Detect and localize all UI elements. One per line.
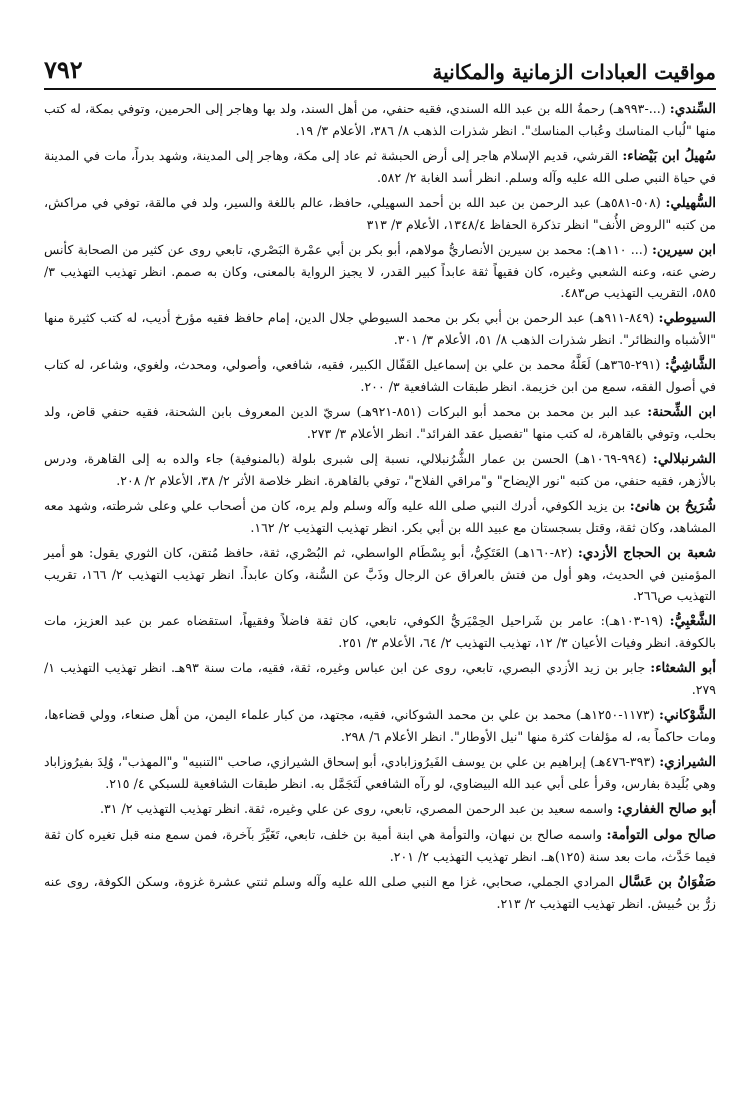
entry-name: الشَّاشِيُّ:: [664, 357, 716, 373]
entry-name: أبو صالح الغفاري:: [617, 801, 716, 817]
entry: [44, 495, 716, 538]
entry: [44, 307, 716, 350]
entry-text: (... ١١٠هـ): محمد بن سيرين الأنصاريُّ مولاهم، أبو بكر بن أبي عمْرة البَصْري، تابعي روى عن كثير من الصحابة كأنس رضي عنه، وعنه الشعبي وغيره، كان فقيهاً ثقة عابداً كبير القدر، لا يجيز الرواية بالمعنى، وكان به صمم. انظر تهذيب التهذيب ٣/ ٥٨٥، التقريب التهذيب ص٤٨٣.: [44, 242, 716, 300]
running-title: مواقيت العبادات الزمانية والمكانية: [432, 60, 716, 84]
entry: [44, 192, 716, 235]
entry: [44, 401, 716, 444]
entry-text: واسمه سعيد بن عبد الرحمن المصري، تابعي، روى عن علي وغيره، ثقة. انظر تهذيب التهذيب ٢/ ٣١.: [99, 801, 618, 816]
entry-name: الشيرازي:: [659, 754, 716, 770]
entry: [44, 871, 716, 914]
entry-name: السِّندي:: [669, 101, 717, 117]
entry-name: ابن سيرين:: [651, 242, 716, 258]
biography-entries: [44, 90, 716, 914]
entry-text: عبد البر بن محمد بن محمد أبو البركات (٨٥١-٩٢١هـ) سريّ الدين المعروف بابن الشحنة، فقيه حنفي قاض، ولد بحلب، وتوفي بالقاهرة، له كتب منها "تفصيل عقد الفرائد". انظر الأعلام ٣/ ٢٧٣.: [44, 404, 716, 441]
page-header: [44, 0, 716, 90]
entry-name: أبو الشعثاء:: [650, 660, 717, 676]
entry: [44, 824, 716, 867]
entry-name: الشَّوْكاني:: [659, 707, 716, 723]
entry-name: ابن الشِّحنة:: [647, 404, 716, 420]
entry: [44, 145, 716, 188]
entry: [44, 542, 716, 606]
entry-text: (٩٩٤-١٠٦٩هـ) الحسن بن عمار الشُّرُنبلالي، نسبة إلى شبرى بلولة (بالمنوفية) جاء والده به إلى القاهرة، ودرس بالأزهر، فقيه حنفي، من كتبه "نور الإيضاح" و"مراقي الفلاح"، توفي بالقاهرة. انظر خلاصة الأثر ٢/ ٣٨، الأعلام ٢/ ٢٠٨.: [44, 451, 716, 488]
entry-text: (٥٠٨-٥٨١هـ) عبد الرحمن بن عبد الله بن أحمد السهيلي، حافظ، عالم باللغة والسير، ولد في مالقة، توفي في مراكش، من كتبه "الروض الأُنف" انظر تذكرة الحفاظ ١٣٤٨/٤، الأعلام ٣/ ٣١٣: [44, 195, 716, 232]
entry-text: (١٩-١٠٣هـ): عامر بن شَراحيل الحِمْيَريُّ الكوفي، تابعي، كان ثقة فاضلاً وفقيهاً، استقضاه عمر بن عبد العزيز، مات بالكوفة. انظر وفيات الأعيان ٣/ ١٢، تهذيب التهذيب ٢/ ٦٤، الأعلام ٣/ ٢٥١.: [44, 613, 716, 650]
entry: [44, 610, 716, 653]
entry: [44, 751, 716, 794]
entry: [44, 657, 716, 700]
entry: [44, 448, 716, 491]
entry-name: الشرنبلالي:: [652, 451, 716, 467]
page-number: ٧٩٢: [44, 55, 83, 84]
entry-text: (١١٧٣-١٢٥٠هـ) محمد بن علي بن محمد الشوكاني، فقيه، مجتهد، من كبار علماء اليمن، من أهل صنعاء، وولي قضاءها، ومات حاكماً به، له مؤلفات كثرة منها "نيل الأوطار". انظر الأعلام ٦/ ٢٩٨.: [44, 707, 716, 744]
entry-name: السُّهيلي:: [665, 195, 717, 211]
entry-text: (...-٩٩٣هـ) رحمةُ الله بن عبد الله السندي، فقيه حنفي، من أهل السند، ولد بها وهاجر إلى الحرمين، وتوفي بمكة، له كتب منها "لُباب المناسك وعُباب المناسك". انظر شذرات الذهب ٨/ ٣٨٦، الأعلام ٣/ ١٩.: [44, 101, 716, 138]
entry-name: صالح مولى التوأمة:: [606, 827, 716, 843]
entry-name: السيوطي:: [658, 310, 717, 326]
entry-name: شعبة بن الحجاج الأزدي:: [577, 545, 716, 561]
entry-name: الشَّعْبِيُّ:: [669, 613, 716, 629]
entry-text: (٣٩٣-٤٧٦هـ) إبراهيم بن علي بن يوسف الفَيرُوزابادي، أبو إسحاق الشيرازي، صاحب "التنبيه" و"المهذب"، وُلِدَ بفيرُوزاباد وهي بُلَيدة بفارس، وقرأ على أبي عبد الله البيضاوي، لو رآه الشافعي لَتَجَمَّل به. انظر طبقات الشافعية للسبكي ٤/ ٢١٥.: [44, 754, 716, 791]
entry: [44, 354, 716, 397]
entry: [44, 798, 716, 820]
entry-text: (٢٩١-٣٦٥هـ) لَعَلَّهُ محمد بن علي بن إسماعيل القَفّال الكبير، فقيه، شافعي، وأصولي، ومحدث، ولغوي، وشاعر، له كتاب في أصول الفقه، سمع من ابن خزيمة. انظر طبقات الشافعية ٣/ ٢٠٠.: [44, 357, 716, 394]
entry: [44, 98, 716, 141]
entry: [44, 239, 716, 303]
entry-name: صَفْوَانُ بن عَسَّال: [618, 874, 716, 890]
entry-text: (٨٤٩-٩١١هـ) عبد الرحمن بن أبي بكر بن محمد السيوطي جلال الدين، إمام حافظ فقيه مؤرخ أديب، له كتب كثيرة منها "الأشباه والنظائر". انظر شذرات الذهب ٨/ ٥١، الأعلام ٣/ ٣٠١.: [44, 310, 716, 347]
entry-text: القرشي، قديم الإسلام هاجر إلى أرض الحبشة ثم عاد إلى مكة، وهاجر إلى المدينة، وشهد بدراً، مات في المدينة في حياة النبي صلى الله عليه وآله وسلم. انظر أسد الغابة ٢/ ٥٨٢.: [44, 148, 716, 185]
entry-name: سُهيلُ ابن بَيْضاء:: [622, 148, 716, 164]
entry-text: بن يزيد الكوفي، أدرك النبي صلى الله عليه وآله وسلم ولم يره، كان من أصحاب علي وعلى شرطته، وشهد معه المشاهد، وكان ثقة، وقتل بسجستان مع عبيد الله بن أبي بكر. انظر تهذيب التهذيب ٢/ ١٦٢.: [44, 498, 716, 535]
entry-text: المرادي الجملي، صحابي، غزا مع النبي صلى الله عليه وآله وسلم ثنتي عشرة غزوة، وسكن الكوفة، روى عنه زرُّ بن حُبيش. انظر تهذيب التهذيب ٢/ ٢١٣.: [44, 874, 716, 911]
entry-name: شُرَيحُ بن هانئ:: [629, 498, 716, 514]
entry-text: جابر بن زيد الأزدي البصري، تابعي، روى عن ابن عباس وغيره، ثقة، فقيه، مات سنة ٩٣هـ. انظر تهذيب التهذيب ١/ ٢٧٩.: [44, 660, 716, 697]
entry: [44, 704, 716, 747]
entry-text: (٨٢-١٦٠هـ) العَتَكِيُّ، أبو بِسْطَام الواسطي، ثم البُصْري، ثقة، حافظ مُتقن، كان الثوري يقول: هو أمير المؤمنين في الحديث، وهو أول من فتش بالعراق عن الرجال وذَبَّ عن السُّنة، وكان عابداً. انظر تهذيب التهذيب ٢/ ١٦٦، تقريب التهذيب ص٢٦٦.: [44, 545, 717, 603]
entry-text: واسمه صالح بن نبهان، والتوأمة هي ابنة أمية بن خلف، تابعي، تَغَيَّرَ بآخرة، فمن سمع منه قبل تغيره كان ثقة فيما حَدَّث، مات بعد سنة (١٢٥)هـ. انظر تهذيب التهذيب ٢/ ٢٠١.: [44, 827, 716, 864]
